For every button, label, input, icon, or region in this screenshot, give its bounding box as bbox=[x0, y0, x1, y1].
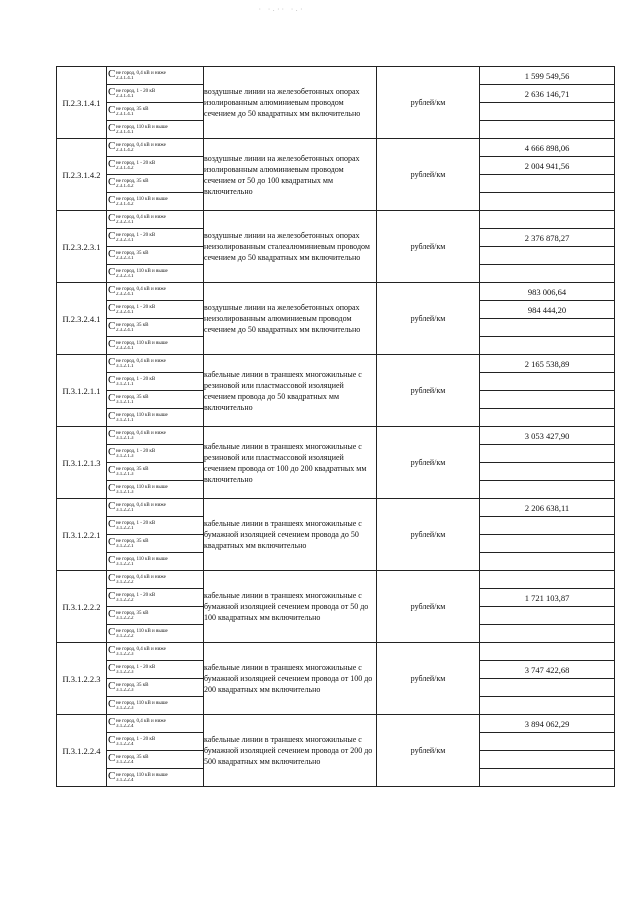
subcategory-label: не город, 0,4 кВ и ниже bbox=[116, 718, 166, 724]
subcategory-number: 3.1.2.1.1 bbox=[116, 400, 134, 405]
value-cell bbox=[480, 373, 615, 391]
value-cell bbox=[480, 265, 615, 283]
brace-c-glyph: C bbox=[108, 158, 116, 170]
value-cell bbox=[480, 391, 615, 409]
value-cell bbox=[480, 445, 615, 463]
subcategory-number: 3.1.2.1.1 bbox=[116, 364, 134, 369]
subcategory-label: не город, 1 - 20 кВ bbox=[116, 592, 156, 598]
subcategory-cell bbox=[107, 697, 204, 715]
brace-c-glyph: C bbox=[108, 248, 116, 260]
subcategory-label: не город, 110 кВ и выше bbox=[116, 700, 168, 706]
subcategory-label: не город, 110 кВ и выше bbox=[116, 412, 168, 418]
brace-c-glyph: C bbox=[108, 446, 116, 458]
subcategory-cell bbox=[107, 607, 204, 625]
subcategory-number: 2.3.2.3.1 bbox=[116, 256, 134, 261]
value-cell: 1 599 549,56 bbox=[480, 67, 615, 85]
brace-c-glyph: C bbox=[108, 536, 116, 548]
subcategory-number: 3.1.2.2.3 bbox=[116, 670, 134, 675]
brace-c-glyph: C bbox=[108, 122, 116, 134]
value-cell: 2 206 638,11 bbox=[480, 499, 615, 517]
value-cell bbox=[480, 571, 615, 589]
brace-c-glyph: C bbox=[108, 608, 116, 620]
value-cell bbox=[480, 697, 615, 715]
value-cell bbox=[480, 337, 615, 355]
brace-c-glyph: C bbox=[108, 230, 116, 242]
subcategory-cell bbox=[107, 445, 204, 463]
subcategory-number: 3.1.2.1.3 bbox=[116, 472, 134, 477]
subcategory-label: не город, 35 кВ bbox=[116, 394, 149, 400]
subcategory-number: 3.1.2.2.2 bbox=[116, 598, 134, 603]
subcategory-cell bbox=[107, 535, 204, 553]
subcategory-label: не город, 1 - 20 кВ bbox=[116, 736, 156, 742]
subcategory-label: не город, 35 кВ bbox=[116, 106, 149, 112]
subcategory-cell bbox=[107, 229, 204, 247]
subcategory-label: не город, 0,4 кВ и ниже bbox=[116, 142, 166, 148]
subcategory-label: не город, 0,4 кВ и ниже bbox=[116, 430, 166, 436]
description-cell: кабельные линии в траншеях многожильные с бумажной изоляцией сечением провода от 50 до 100 квадратных мм включительно bbox=[204, 571, 377, 643]
description-cell: кабельные линии в траншеях многожильные с резиновой или пластмассовой изоляцией сечением провода до 50 квадратных мм включительно bbox=[204, 355, 377, 427]
value-cell bbox=[480, 121, 615, 139]
subcategory-label: не город, 1 - 20 кВ bbox=[116, 304, 156, 310]
subcategory-label: не город, 35 кВ bbox=[116, 466, 149, 472]
description-cell: воздушные линии на железобетонных опорах неизолированным сталеалюминиевым проводом сечением до 50 квадратных мм включительно bbox=[204, 211, 377, 283]
subcategory-cell bbox=[107, 409, 204, 427]
value-cell bbox=[480, 751, 615, 769]
subcategory-number: 3.1.2.2.4 bbox=[116, 760, 134, 765]
brace-c-glyph: C bbox=[108, 428, 116, 440]
unit-cell: рублей/км bbox=[377, 211, 480, 283]
brace-c-glyph: C bbox=[108, 140, 116, 152]
subcategory-label: не город, 1 - 20 кВ bbox=[116, 376, 156, 382]
subcategory-number: 2.3.2.3.1 bbox=[116, 274, 134, 279]
value-cell bbox=[480, 517, 615, 535]
description-cell: воздушные линии на железобетонных опорах изолированным алюминиевым проводом сечением до 50 квадратных мм включительно bbox=[204, 67, 377, 139]
subcategory-cell bbox=[107, 625, 204, 643]
subcategory-label: не город, 110 кВ и выше bbox=[116, 268, 168, 274]
subcategory-cell bbox=[107, 391, 204, 409]
subcategory-cell bbox=[107, 319, 204, 337]
value-cell: 3 053 427,90 bbox=[480, 427, 615, 445]
subcategory-number: 3.1.2.1.1 bbox=[116, 382, 134, 387]
subcategory-label: не город, 110 кВ и выше bbox=[116, 196, 168, 202]
subcategory-cell bbox=[107, 157, 204, 175]
value-cell bbox=[480, 409, 615, 427]
subcategory-label: не город, 1 - 20 кВ bbox=[116, 448, 156, 454]
brace-c-glyph: C bbox=[108, 464, 116, 476]
subcategory-label: не город, 0,4 кВ и ниже bbox=[116, 358, 166, 364]
subcategory-label: не город, 1 - 20 кВ bbox=[116, 88, 156, 94]
subcategory-cell bbox=[107, 769, 204, 787]
item-code-cell: П.2.3.2.3.1 bbox=[57, 211, 107, 283]
value-cell: 3 894 062,29 bbox=[480, 715, 615, 733]
table-row bbox=[57, 715, 615, 733]
value-cell bbox=[480, 625, 615, 643]
subcategory-cell bbox=[107, 553, 204, 571]
subcategory-cell bbox=[107, 355, 204, 373]
description-cell: воздушные линии на железобетонных опорах неизолированным алюминиевым проводом сечением до 50 квадратных мм включительно bbox=[204, 283, 377, 355]
subcategory-label: не город, 0,4 кВ и ниже bbox=[116, 286, 166, 292]
subcategory-number: 2.3.2.3.1 bbox=[116, 238, 134, 243]
subcategory-label: не город, 0,4 кВ и ниже bbox=[116, 646, 166, 652]
value-cell bbox=[480, 769, 615, 787]
table-row bbox=[57, 211, 615, 229]
value-cell bbox=[480, 481, 615, 499]
subcategory-number: 3.1.2.2.3 bbox=[116, 706, 134, 711]
value-cell bbox=[480, 247, 615, 265]
item-code-cell: П.3.1.2.1.3 bbox=[57, 427, 107, 499]
subcategory-label: не город, 35 кВ bbox=[116, 610, 149, 616]
subcategory-cell bbox=[107, 517, 204, 535]
brace-c-glyph: C bbox=[108, 410, 116, 422]
subcategory-number: 2.3.2.4.1 bbox=[116, 328, 134, 333]
subcategory-cell bbox=[107, 481, 204, 499]
subcategory-number: 3.1.2.2.2 bbox=[116, 580, 134, 585]
value-cell bbox=[480, 193, 615, 211]
brace-c-glyph: C bbox=[108, 500, 116, 512]
unit-cell: рублей/км bbox=[377, 283, 480, 355]
brace-c-glyph: C bbox=[108, 770, 116, 782]
brace-c-glyph: C bbox=[108, 320, 116, 332]
brace-c-glyph: C bbox=[108, 572, 116, 584]
subcategory-number: 3.1.2.2.3 bbox=[116, 688, 134, 693]
description-cell: кабельные линии в траншеях многожильные с резиновой или пластмассовой изоляцией сечением провода от 100 до 200 квадратных мм включительно bbox=[204, 427, 377, 499]
brace-c-glyph: C bbox=[108, 698, 116, 710]
subcategory-label: не город, 1 - 20 кВ bbox=[116, 520, 156, 526]
subcategory-cell bbox=[107, 193, 204, 211]
brace-c-glyph: C bbox=[108, 482, 116, 494]
unit-cell: рублей/км bbox=[377, 139, 480, 211]
subcategory-number: 3.1.2.2.3 bbox=[116, 652, 134, 657]
unit-cell: рублей/км bbox=[377, 715, 480, 787]
value-cell bbox=[480, 607, 615, 625]
unit-cell: рублей/км bbox=[377, 427, 480, 499]
value-cell bbox=[480, 733, 615, 751]
subcategory-cell bbox=[107, 103, 204, 121]
value-cell: 984 444,20 bbox=[480, 301, 615, 319]
brace-c-glyph: C bbox=[108, 734, 116, 746]
brace-c-glyph: C bbox=[108, 104, 116, 116]
subcategory-cell bbox=[107, 427, 204, 445]
unit-cell: рублей/км bbox=[377, 67, 480, 139]
subcategory-number: 2.3.1.4.2 bbox=[116, 148, 134, 153]
subcategory-cell bbox=[107, 679, 204, 697]
subcategory-cell bbox=[107, 571, 204, 589]
subcategory-cell bbox=[107, 67, 204, 85]
description-cell: кабельные линии в траншеях многожильные с бумажной изоляцией сечением провода от 100 до 200 квадратных мм включительно bbox=[204, 643, 377, 715]
brace-c-glyph: C bbox=[108, 662, 116, 674]
brace-c-glyph: C bbox=[108, 644, 116, 656]
subcategory-label: не город, 0,4 кВ и ниже bbox=[116, 214, 166, 220]
subcategory-cell bbox=[107, 751, 204, 769]
value-cell bbox=[480, 463, 615, 481]
subcategory-label: не город, 35 кВ bbox=[116, 754, 149, 760]
subcategory-cell bbox=[107, 247, 204, 265]
subcategory-label: не город, 110 кВ и выше bbox=[116, 628, 168, 634]
value-cell: 1 721 103,87 bbox=[480, 589, 615, 607]
subcategory-number: 2.3.1.4.2 bbox=[116, 184, 134, 189]
subcategory-label: не город, 0,4 кВ и ниже bbox=[116, 502, 166, 508]
subcategory-number: 2.3.2.4.1 bbox=[116, 310, 134, 315]
subcategory-cell bbox=[107, 589, 204, 607]
table-row bbox=[57, 643, 615, 661]
brace-c-glyph: C bbox=[108, 680, 116, 692]
subcategory-number: 3.1.2.1.3 bbox=[116, 454, 134, 459]
subcategory-cell bbox=[107, 139, 204, 157]
subcategory-number: 2.3.1.4.1 bbox=[116, 112, 134, 117]
tariff-table bbox=[56, 66, 615, 787]
subcategory-label: не город, 110 кВ и выше bbox=[116, 340, 168, 346]
subcategory-number: 3.1.2.2.1 bbox=[116, 526, 134, 531]
brace-c-glyph: C bbox=[108, 266, 116, 278]
item-code-cell: П.2.3.1.4.1 bbox=[57, 67, 107, 139]
brace-c-glyph: C bbox=[108, 554, 116, 566]
brace-c-glyph: C bbox=[108, 212, 116, 224]
subcategory-cell bbox=[107, 643, 204, 661]
unit-cell: рублей/км bbox=[377, 355, 480, 427]
subcategory-number: 3.1.2.1.3 bbox=[116, 436, 134, 441]
item-code-cell: П.3.1.2.2.3 bbox=[57, 643, 107, 715]
subcategory-cell bbox=[107, 733, 204, 751]
brace-c-glyph: C bbox=[108, 356, 116, 368]
item-code-cell: П.3.1.2.2.2 bbox=[57, 571, 107, 643]
brace-c-glyph: C bbox=[108, 752, 116, 764]
subcategory-cell bbox=[107, 265, 204, 283]
subcategory-number: 3.1.2.1.3 bbox=[116, 490, 134, 495]
subcategory-label: не город, 0,4 кВ и ниже bbox=[116, 574, 166, 580]
subcategory-number: 2.3.1.4.1 bbox=[116, 76, 134, 81]
unit-cell: рублей/км bbox=[377, 499, 480, 571]
subcategory-cell bbox=[107, 175, 204, 193]
brace-c-glyph: C bbox=[108, 518, 116, 530]
subcategory-number: 3.1.2.2.2 bbox=[116, 634, 134, 639]
table-row bbox=[57, 427, 615, 445]
page-header-mark: · ·.·· ·.· bbox=[258, 6, 305, 13]
item-code-cell: П.2.3.2.4.1 bbox=[57, 283, 107, 355]
table-row bbox=[57, 139, 615, 157]
subcategory-number: 3.1.2.1.1 bbox=[116, 418, 134, 423]
subcategory-cell bbox=[107, 463, 204, 481]
brace-c-glyph: C bbox=[108, 716, 116, 728]
item-code-cell: П.3.1.2.2.1 bbox=[57, 499, 107, 571]
subcategory-number: 2.3.1.4.1 bbox=[116, 94, 134, 99]
subcategory-label: не город, 35 кВ bbox=[116, 682, 149, 688]
subcategory-number: 2.3.1.4.2 bbox=[116, 202, 134, 207]
subcategory-number: 2.3.2.3.1 bbox=[116, 220, 134, 225]
value-cell bbox=[480, 175, 615, 193]
unit-cell: рублей/км bbox=[377, 643, 480, 715]
value-cell: 983 006,64 bbox=[480, 283, 615, 301]
brace-c-glyph: C bbox=[108, 338, 116, 350]
subcategory-number: 3.1.2.2.1 bbox=[116, 562, 134, 567]
value-cell bbox=[480, 679, 615, 697]
description-cell: кабельные линии в траншеях многожильные с бумажной изоляцией сечением провода от 200 до 500 квадратных мм включительно bbox=[204, 715, 377, 787]
table-row bbox=[57, 67, 615, 85]
brace-c-glyph: C bbox=[108, 626, 116, 638]
table-row bbox=[57, 355, 615, 373]
value-cell: 2 376 878,27 bbox=[480, 229, 615, 247]
value-cell: 4 666 898,06 bbox=[480, 139, 615, 157]
table-row bbox=[57, 499, 615, 517]
subcategory-number: 3.1.2.2.4 bbox=[116, 724, 134, 729]
subcategory-number: 2.3.1.4.1 bbox=[116, 130, 134, 135]
value-cell bbox=[480, 319, 615, 337]
brace-c-glyph: C bbox=[108, 68, 116, 80]
subcategory-label: не город, 35 кВ bbox=[116, 322, 149, 328]
subcategory-label: не город, 35 кВ bbox=[116, 538, 149, 544]
subcategory-cell bbox=[107, 373, 204, 391]
subcategory-number: 2.3.2.4.1 bbox=[116, 346, 134, 351]
subcategory-cell bbox=[107, 499, 204, 517]
brace-c-glyph: C bbox=[108, 374, 116, 386]
value-cell: 3 747 422,68 bbox=[480, 661, 615, 679]
table-row bbox=[57, 283, 615, 301]
subcategory-number: 3.1.2.2.1 bbox=[116, 508, 134, 513]
value-cell: 2 636 146,71 bbox=[480, 85, 615, 103]
subcategory-label: не город, 35 кВ bbox=[116, 178, 149, 184]
value-cell: 2 165 538,89 bbox=[480, 355, 615, 373]
brace-c-glyph: C bbox=[108, 392, 116, 404]
subcategory-number: 2.3.2.4.1 bbox=[116, 292, 134, 297]
tariff-table-body bbox=[57, 67, 615, 787]
subcategory-cell bbox=[107, 661, 204, 679]
subcategory-number: 3.1.2.2.4 bbox=[116, 742, 134, 747]
subcategory-label: не город, 1 - 20 кВ bbox=[116, 232, 156, 238]
table-row bbox=[57, 571, 615, 589]
subcategory-label: не город, 1 - 20 кВ bbox=[116, 664, 156, 670]
value-cell bbox=[480, 535, 615, 553]
subcategory-number: 3.1.2.2.1 bbox=[116, 544, 134, 549]
subcategory-cell bbox=[107, 337, 204, 355]
subcategory-label: не город, 1 - 20 кВ bbox=[116, 160, 156, 166]
subcategory-number: 3.1.2.2.2 bbox=[116, 616, 134, 621]
subcategory-label: не город, 35 кВ bbox=[116, 250, 149, 256]
subcategory-cell bbox=[107, 301, 204, 319]
brace-c-glyph: C bbox=[108, 284, 116, 296]
brace-c-glyph: C bbox=[108, 590, 116, 602]
subcategory-label: не город, 110 кВ и выше bbox=[116, 556, 168, 562]
unit-cell: рублей/км bbox=[377, 571, 480, 643]
description-cell: кабельные линии в траншеях многожильные с бумажной изоляцией сечением провода до 50 квадратных мм включительно bbox=[204, 499, 377, 571]
brace-c-glyph: C bbox=[108, 194, 116, 206]
item-code-cell: П.2.3.1.4.2 bbox=[57, 139, 107, 211]
value-cell bbox=[480, 211, 615, 229]
subcategory-number: 2.3.1.4.2 bbox=[116, 166, 134, 171]
subcategory-cell bbox=[107, 85, 204, 103]
subcategory-number: 3.1.2.2.4 bbox=[116, 778, 134, 783]
subcategory-label: не город, 110 кВ и выше bbox=[116, 772, 168, 778]
subcategory-cell bbox=[107, 211, 204, 229]
subcategory-label: не город, 110 кВ и выше bbox=[116, 124, 168, 130]
value-cell bbox=[480, 553, 615, 571]
brace-c-glyph: C bbox=[108, 86, 116, 98]
subcategory-label: не город, 110 кВ и выше bbox=[116, 484, 168, 490]
item-code-cell: П.3.1.2.2.4 bbox=[57, 715, 107, 787]
subcategory-cell bbox=[107, 715, 204, 733]
subcategory-cell bbox=[107, 121, 204, 139]
value-cell bbox=[480, 643, 615, 661]
value-cell: 2 004 941,56 bbox=[480, 157, 615, 175]
description-cell: воздушные линии на железобетонных опорах изолированным алюминиевым проводом сечением от 50 до 100 квадратных мм включительно bbox=[204, 139, 377, 211]
item-code-cell: П.3.1.2.1.1 bbox=[57, 355, 107, 427]
brace-c-glyph: C bbox=[108, 176, 116, 188]
brace-c-glyph: C bbox=[108, 302, 116, 314]
subcategory-cell bbox=[107, 283, 204, 301]
value-cell bbox=[480, 103, 615, 121]
subcategory-label: не город, 0,4 кВ и ниже bbox=[116, 70, 166, 76]
